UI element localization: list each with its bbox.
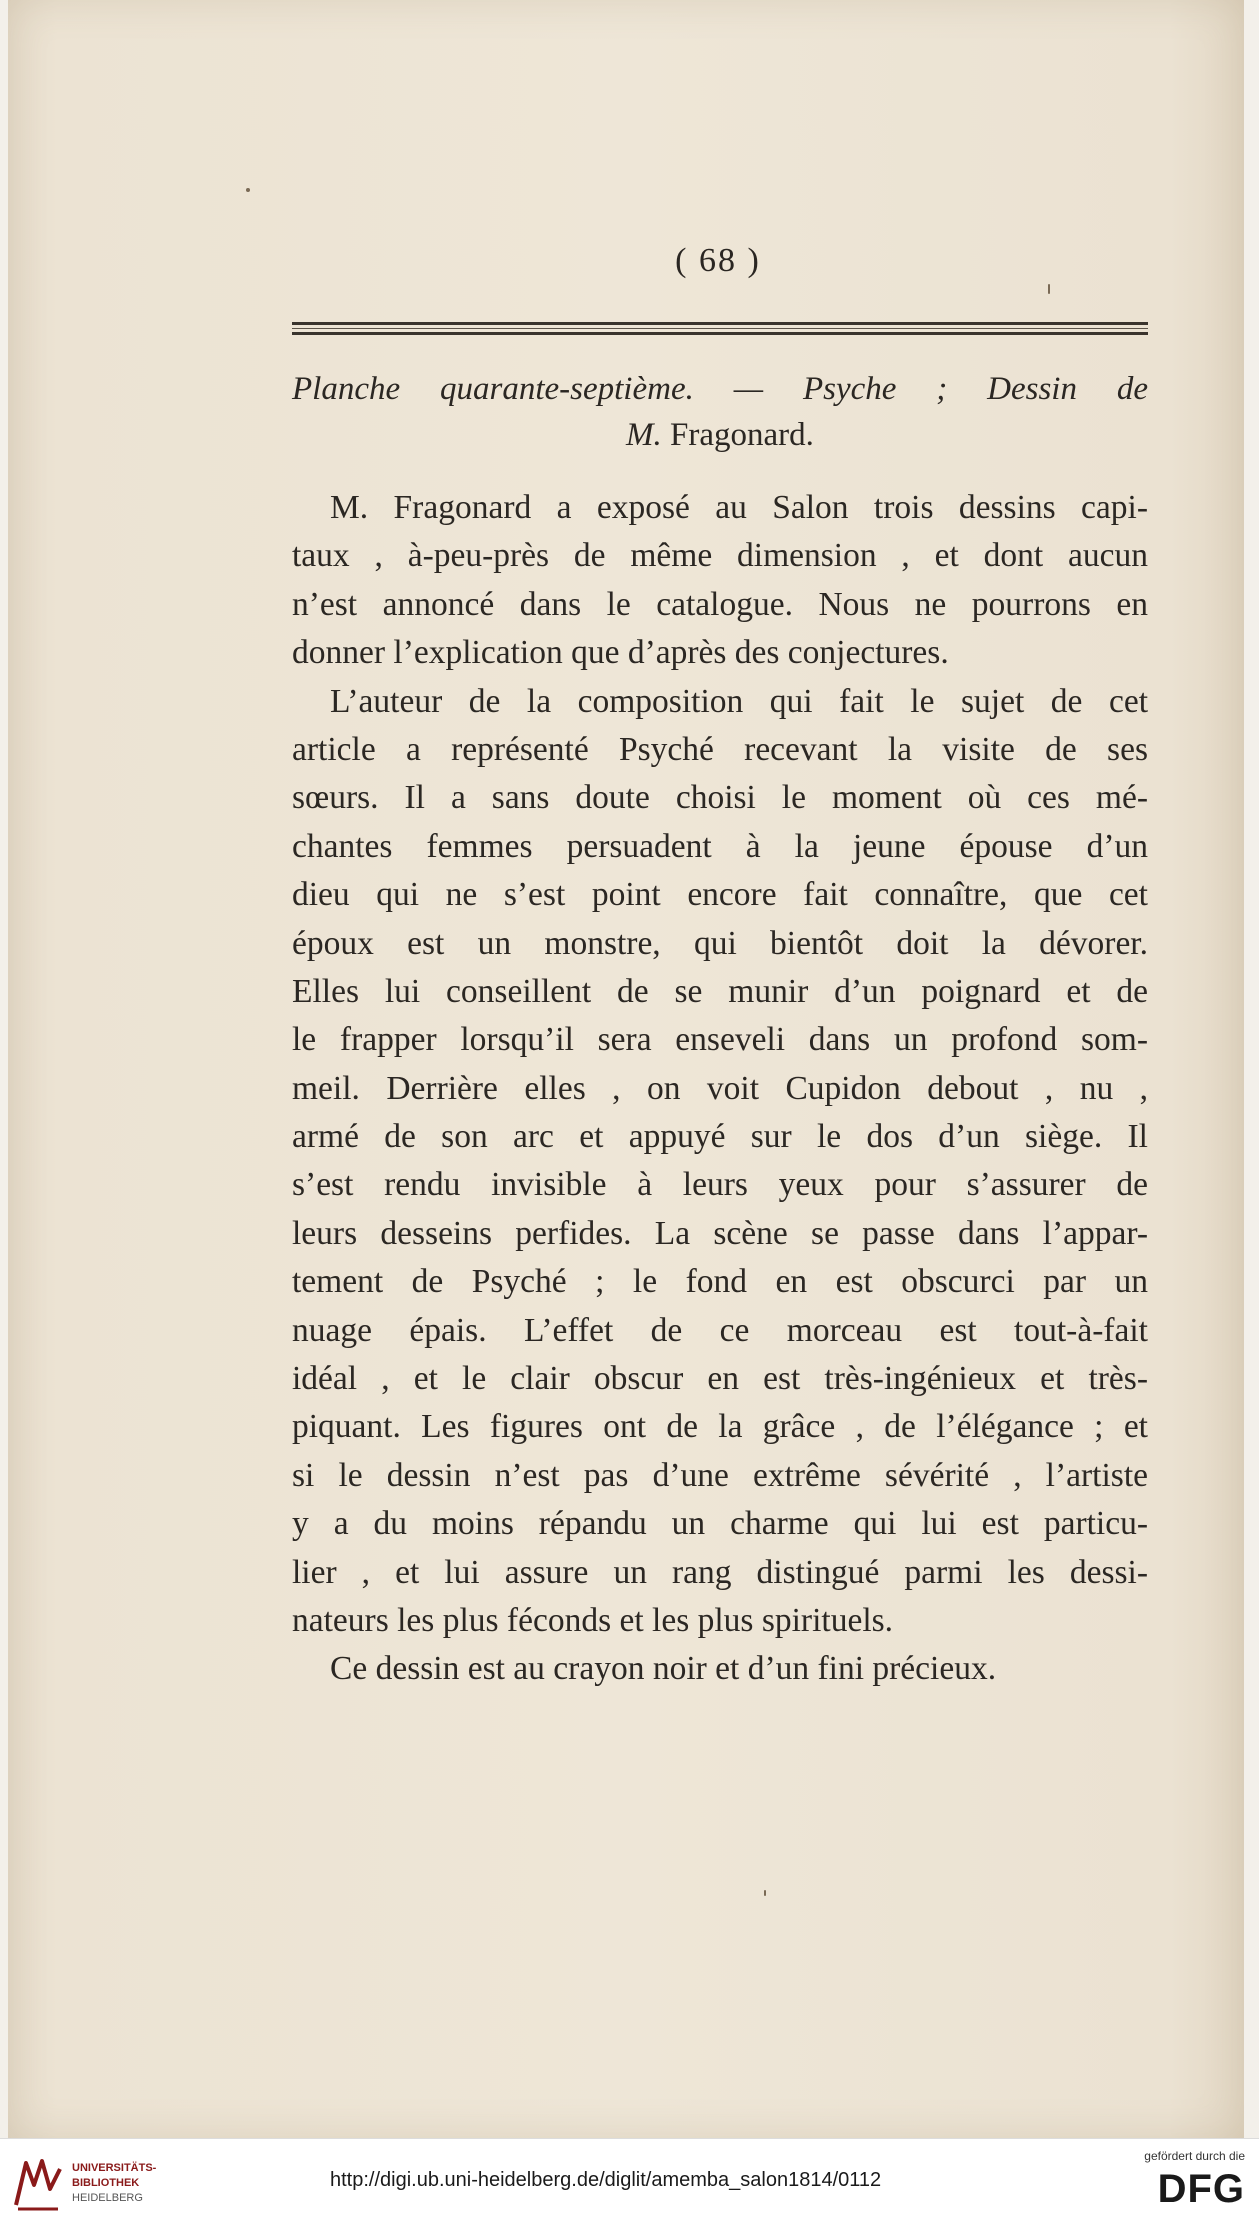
text-line: époux est un monstre, qui bientôt doit la dévorer. — [292, 924, 1148, 962]
page-number: ( 68 ) — [675, 242, 761, 279]
text-line: y a du moins répandu un charme qui lui est particu- — [292, 1505, 1148, 1543]
paper-speck — [1048, 284, 1050, 294]
text-line: leurs desseins perfides. La scène se passe dans l’appar- — [292, 1214, 1148, 1252]
viewer-footer — [0, 2138, 1259, 2228]
logo-text-line-3: HEIDELBERG — [72, 2192, 143, 2204]
paper-speck — [764, 1890, 766, 1896]
text-line: sœurs. Il a sans doute choisi le moment où ces mé- — [292, 779, 1148, 817]
text-line: taux , à-peu-près de même dimension , et dont aucun — [292, 537, 1148, 575]
logo-text-line-1: UNIVERSITÄTS- — [72, 2162, 157, 2174]
text-line: le frapper lorsqu’il sera enseveli dans un profond som- — [292, 1021, 1148, 1059]
article-heading — [292, 366, 1148, 458]
text-line: L’auteur de la composition qui fait le sujet de cet — [330, 682, 1148, 720]
paper-speck — [246, 188, 250, 192]
heading-artist-name: Fragonard. — [670, 417, 814, 453]
funding-notice[interactable] — [1115, 2149, 1245, 2209]
text-line: armé de son arc et appuyé sur le dos d’un siège. Il — [292, 1118, 1148, 1156]
text-line: article a représenté Psyché recevant la visite de ses — [292, 730, 1148, 768]
dfg-logo: DFG — [1157, 2167, 1245, 2211]
heading-line-2 — [292, 412, 1148, 458]
text-line: piquant. Les figures ont de la grâce , de l’élégance ; et — [292, 1408, 1148, 1446]
header-rule — [292, 322, 1148, 336]
text-line: tement de Psyché ; le fond en est obscurci par un — [292, 1263, 1148, 1301]
text-line: M. Fragonard a exposé au Salon trois dessins capi- — [330, 489, 1148, 526]
text-line: si le dessin n’est pas d’une extrême sévérité , l’artiste — [292, 1456, 1148, 1494]
text-line: idéal , et le clair obscur en est très-ingénieux et très- — [292, 1360, 1148, 1398]
permalink-url[interactable]: http://digi.ub.uni-heidelberg.de/diglit/amemba_salon1814/0112 — [330, 2169, 882, 2191]
text-line: Elles lui conseillent de se munir d’un poignard et de — [292, 972, 1148, 1010]
text-line: chantes femmes persuadent à la jeune épouse d’un — [292, 827, 1148, 865]
text-line: meil. Derrière elles , on voit Cupidon debout , nu , — [292, 1069, 1148, 1107]
text-line: donner l’explication que d’après des conjectures. — [292, 634, 949, 672]
university-library-logo-icon — [12, 2155, 64, 2213]
body-text — [292, 484, 1148, 1694]
logo-text-line-2: BIBLIOTHEK — [72, 2177, 140, 2189]
library-logo[interactable] — [12, 2155, 212, 2215]
text-line: nuage épais. L’effet de ce morceau est tout-à-fait — [292, 1311, 1148, 1349]
heading-line-1: Planche quarante-septième. — Psyche ; Dessin de — [292, 371, 1148, 407]
paper-page — [8, 0, 1244, 2138]
text-line: Ce dessin est au crayon noir et d’un fini précieux. — [330, 1650, 997, 1688]
funding-caption: gefördert durch die — [1144, 2149, 1245, 2163]
heading-title-abbrev: M. — [626, 417, 662, 453]
text-line: nateurs les plus féconds et les plus spirituels. — [292, 1601, 894, 1639]
text-line: n’est annoncé dans le catalogue. Nous ne pourrons en — [292, 585, 1148, 623]
text-line: lier , et lui assure un rang distingué parmi les dessi- — [292, 1553, 1148, 1591]
text-line: s’est rendu invisible à leurs yeux pour s’assurer de — [292, 1166, 1148, 1204]
text-line: dieu qui ne s’est point encore fait connaître, que cet — [292, 876, 1148, 914]
